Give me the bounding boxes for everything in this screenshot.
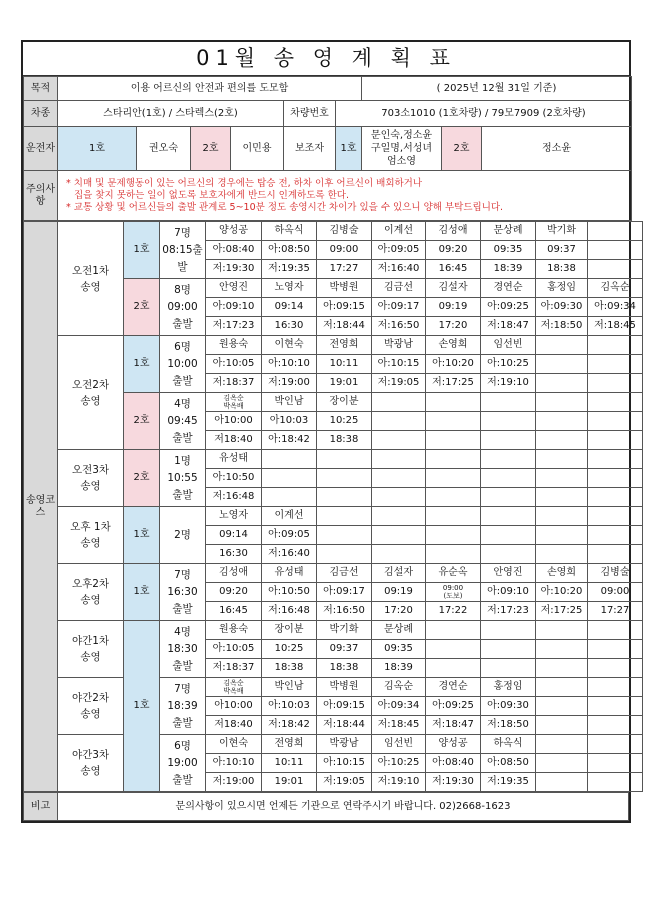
course-group-name: 오전3차 송영 [58,450,124,507]
pickup-time [317,526,372,545]
pickup-time: 아10:00 [206,697,262,716]
passenger-name: 박기화 [536,222,588,241]
pickup-time: 아:10:50 [206,469,262,488]
pickup-time [481,640,536,659]
pickup-time [536,469,588,488]
dropoff-time: 저:19:35 [262,260,317,279]
dropoff-time: 18:38 [317,659,372,678]
pickup-time: 아10:00 [206,412,262,431]
dropoff-time: 저:17:25 [536,602,588,621]
course-count: 7명 18:39 출발 [160,678,206,735]
pickup-time: 10:25 [262,640,317,659]
dropoff-time: 18:38 [317,431,372,450]
pickup-time [372,526,426,545]
pickup-time: 아:10:15 [372,355,426,374]
pickup-time: 09:37 [536,241,588,260]
pickup-time: 09:00 [317,241,372,260]
passenger-name: 홍정임 [481,678,536,697]
course-table [23,221,643,792]
passenger-name: 박광남 [317,735,372,754]
course-count: 6명 19:00 출발 [160,735,206,792]
passenger-name: 임선빈 [481,336,536,355]
pickup-time: 10:25 [317,412,372,431]
dropoff-time: 저:19:30 [426,773,481,792]
assistant1-names: 문인숙,정소윤 구일명,서성녀 엄소영 [362,127,442,171]
dropoff-time [588,431,643,450]
passenger-name: 경연순 [426,678,481,697]
dropoff-time [481,659,536,678]
driver-car2: 2호 [191,127,231,171]
passenger-name [372,507,426,526]
passenger-name [588,621,643,640]
dropoff-time [536,488,588,507]
dropoff-time: 저:18:50 [481,716,536,735]
dropoff-time: 19:01 [262,773,317,792]
passenger-name: 노영자 [206,507,262,526]
pickup-time [536,526,588,545]
passenger-name: 박기화 [317,621,372,640]
pickup-time: 09:20 [206,583,262,602]
passenger-name [426,621,481,640]
dropoff-time: 저:18:50 [536,317,588,336]
footer-label: 비고 [24,793,58,821]
course-count: 4명 09:45 출발 [160,393,206,450]
dropoff-time: 저:19:10 [481,374,536,393]
dropoff-time [372,431,426,450]
pickup-time: 09:00 [588,583,643,602]
dropoff-time: 저:17:23 [481,602,536,621]
passenger-name: 김옥순 [588,279,643,298]
dropoff-time [536,716,588,735]
passenger-name [536,336,588,355]
plate-text: 703소1010 (1호차량) / 79모7909 (2호차량) [336,101,632,127]
course-car: 2호 [124,279,160,336]
passenger-name: 김옥순 [372,678,426,697]
dropoff-time: 저:19:30 [206,260,262,279]
pickup-time [262,469,317,488]
course-car: 1호 [124,507,160,564]
passenger-name: 김옥순 박옥배 [206,678,262,697]
pickup-time: 아:09:17 [372,298,426,317]
pickup-time: 아:09:05 [372,241,426,260]
dropoff-time: 17:20 [372,602,426,621]
pickup-time [536,697,588,716]
passenger-name: 유성태 [206,450,262,469]
passenger-name: 안영진 [206,279,262,298]
course-car: 2호 [124,393,160,450]
passenger-name: 하옥식 [481,735,536,754]
dropoff-time: 저:17:25 [426,374,481,393]
passenger-name [588,393,643,412]
course-count: 2명 [160,507,206,564]
pickup-time: 아:09:10 [206,298,262,317]
pickup-time [536,754,588,773]
pickup-time: 아:09:30 [536,298,588,317]
dropoff-time: 16:30 [206,545,262,564]
assistant-car2: 2호 [442,127,482,171]
course-group-name: 야간2차 송영 [58,678,124,735]
driver-label: 운전자 [24,127,58,171]
pickup-time: 아:09:30 [481,697,536,716]
pickup-time [372,469,426,488]
pickup-time: 아:10:15 [317,754,372,773]
caution-text [58,171,632,221]
dropoff-time: 17:22 [426,602,481,621]
passenger-name: 원용숙 [206,336,262,355]
passenger-name [426,393,481,412]
pickup-time [588,241,643,260]
pickup-time: 아:10:05 [206,640,262,659]
pickup-time: 아:10:50 [262,583,317,602]
pickup-time: 아:09:34 [372,697,426,716]
course-count: 7명 16:30 출발 [160,564,206,621]
pickup-time: 아:10:25 [372,754,426,773]
course-label: 송영코스 [24,222,58,792]
pickup-time: 아:09:15 [317,298,372,317]
passenger-name: 김병술 [317,222,372,241]
passenger-name: 박병원 [317,279,372,298]
passenger-name: 양성공 [426,735,481,754]
course-count: 1명 10:55 출발 [160,450,206,507]
pickup-time: 아:09:34 [588,298,643,317]
passenger-name [536,678,588,697]
dropoff-time: 저:19:00 [206,773,262,792]
passenger-name [372,450,426,469]
caution-line-1: * 치매 및 문제행동이 있는 어르신의 경우에는 탑승 전, 하차 이후 어르신이 배회하거나 [66,177,423,189]
assistant-car1: 1호 [336,127,362,171]
dropoff-time: 저18:40 [206,431,262,450]
pickup-time [536,355,588,374]
passenger-name: 이계선 [262,507,317,526]
dropoff-time: 18:38 [536,260,588,279]
course-group-name: 야간3차 송영 [58,735,124,792]
dropoff-time [536,659,588,678]
passenger-name [317,450,372,469]
passenger-name [481,393,536,412]
caution-line-3: * 교통 상황 및 어르신들의 출발 관계로 5~10분 정도 송영시간 차이가 있을 수 있으니 양해 부탁드립니다. [66,201,504,213]
dropoff-time: 저:19:35 [481,773,536,792]
passenger-name: 김금선 [372,279,426,298]
pickup-time [588,754,643,773]
schedule-sheet [21,40,636,823]
pickup-time [588,640,643,659]
dropoff-time [481,431,536,450]
plate-label: 차량번호 [284,101,336,127]
course-count: 4명 18:30 출발 [160,621,206,678]
pickup-time: 아:08:40 [426,754,481,773]
dropoff-time: 저:16:50 [317,602,372,621]
pickup-time [481,526,536,545]
dropoff-time: 저:16:40 [372,260,426,279]
dropoff-time: 저:19:05 [317,773,372,792]
dropoff-time: 16:45 [426,260,481,279]
pickup-time: 아:09:25 [426,697,481,716]
passenger-name [588,222,643,241]
pickup-time: 09:20 [426,241,481,260]
footer-text: 문의사항이 있으시면 언제든 기관으로 연락주시기 바랍니다. 02)2668-1623 [58,793,629,821]
dropoff-time [317,488,372,507]
passenger-name: 이현숙 [262,336,317,355]
passenger-name [536,393,588,412]
course-count: 7명 08:15출 발 [160,222,206,279]
dropoff-time [536,431,588,450]
dropoff-time: 저:18:44 [317,716,372,735]
dropoff-time: 저:19:05 [372,374,426,393]
passenger-name: 유순옥 [426,564,481,583]
assistant2-name: 정소윤 [482,127,632,171]
caution-line-2: 집을 찾지 못하는 일이 없도록 보호자에게 반드시 인계하도록 한다. [74,189,349,201]
passenger-name: 이현숙 [206,735,262,754]
dropoff-time: 저:18:47 [481,317,536,336]
passenger-name: 이계선 [372,222,426,241]
course-group-name: 오전1차 송영 [58,222,124,336]
pickup-time: 아:09:17 [317,583,372,602]
pickup-time [426,640,481,659]
pickup-time [426,412,481,431]
date-note: ( 2025년 12월 31일 기준) [362,77,632,101]
pickup-time: 아:09:25 [481,298,536,317]
pickup-time: 09:14 [206,526,262,545]
passenger-name: 손영희 [426,336,481,355]
dropoff-time: 16:45 [206,602,262,621]
pickup-time: 아:10:20 [426,355,481,374]
passenger-name: 안영진 [481,564,536,583]
pickup-time: 09:19 [426,298,481,317]
vehicle-text: 스타리안(1호) / 스타렉스(2호) [58,101,284,127]
pickup-time: 09:35 [372,640,426,659]
passenger-name: 홍정임 [536,279,588,298]
pickup-time [481,412,536,431]
dropoff-time [536,773,588,792]
pickup-time: 09:19 [372,583,426,602]
dropoff-time [536,545,588,564]
passenger-name [426,450,481,469]
passenger-name: 김성애 [426,222,481,241]
pickup-time [588,412,643,431]
passenger-name: 양성공 [206,222,262,241]
passenger-name: 문상례 [372,621,426,640]
course-group-name: 오후 1차 송영 [58,507,124,564]
passenger-name [588,450,643,469]
pickup-time: 09:00 (도보) [426,583,481,602]
pickup-time: 아10:03 [262,412,317,431]
dropoff-time [588,488,643,507]
pickup-time: 10:11 [317,355,372,374]
pickup-time [317,469,372,488]
passenger-name [481,450,536,469]
dropoff-time: 저:16:50 [372,317,426,336]
passenger-name [536,507,588,526]
pickup-time: 아:10:05 [206,355,262,374]
pickup-time [588,469,643,488]
passenger-name: 김설자 [426,279,481,298]
course-group-name: 오전2차 송영 [58,336,124,450]
dropoff-time: 저:18:42 [262,716,317,735]
dropoff-time [588,260,643,279]
dropoff-time: 18:39 [372,659,426,678]
info-table [23,76,632,221]
passenger-name: 임선빈 [372,735,426,754]
dropoff-time: 아:18:42 [262,431,317,450]
passenger-name [536,450,588,469]
pickup-time [536,640,588,659]
pickup-time: 아:08:40 [206,241,262,260]
dropoff-time [426,431,481,450]
dropoff-time: 저:16:48 [206,488,262,507]
pickup-time: 아:10:10 [262,355,317,374]
passenger-name [262,450,317,469]
dropoff-time [317,545,372,564]
passenger-name: 하옥식 [262,222,317,241]
pickup-time [588,355,643,374]
dropoff-time: 저:18:44 [317,317,372,336]
dropoff-time [588,773,643,792]
dropoff-time: 17:27 [317,260,372,279]
dropoff-time: 저:18:47 [426,716,481,735]
dropoff-time: 저:19:00 [262,374,317,393]
passenger-name: 박병원 [317,678,372,697]
dropoff-time [426,659,481,678]
passenger-name [426,507,481,526]
pickup-time: 09:35 [481,241,536,260]
pickup-time: 09:37 [317,640,372,659]
pickup-time [536,412,588,431]
dropoff-time [426,545,481,564]
passenger-name: 전영희 [317,336,372,355]
dropoff-time: 저:18:45 [588,317,643,336]
course-car: 1호 [124,222,160,279]
dropoff-time: 19:01 [317,374,372,393]
dropoff-time: 저:19:10 [372,773,426,792]
pickup-time [372,412,426,431]
passenger-name: 유성태 [262,564,317,583]
passenger-name: 경연순 [481,279,536,298]
dropoff-time [372,488,426,507]
footer-table [23,792,629,821]
pickup-time [588,526,643,545]
passenger-name: 김병술 [588,564,643,583]
purpose-label: 목적 [24,77,58,101]
dropoff-time: 저18:40 [206,716,262,735]
passenger-name [536,621,588,640]
dropoff-time: 저:17:23 [206,317,262,336]
dropoff-time [426,488,481,507]
pickup-time: 아:09:15 [317,697,372,716]
driver2-name: 이민용 [231,127,284,171]
dropoff-time: 16:30 [262,317,317,336]
pickup-time: 10:11 [262,754,317,773]
course-car: 1호 [124,564,160,621]
dropoff-time: 18:38 [262,659,317,678]
dropoff-time: 18:39 [481,260,536,279]
dropoff-time [588,374,643,393]
passenger-name: 김설자 [372,564,426,583]
dropoff-time [262,488,317,507]
passenger-name: 박인남 [262,678,317,697]
dropoff-time [588,716,643,735]
page-title: 01월 송 영 계 획 표 [23,42,629,76]
passenger-name: 전영희 [262,735,317,754]
vehicle-label: 차종 [24,101,58,127]
dropoff-time: 저:16:48 [262,602,317,621]
dropoff-time [588,545,643,564]
passenger-name [588,507,643,526]
course-car: 2호 [124,450,160,507]
course-group-name: 야간1차 송영 [58,621,124,678]
passenger-name: 김옥순 박옥배 [206,393,262,412]
passenger-name: 장이분 [317,393,372,412]
passenger-name: 박광남 [372,336,426,355]
passenger-name: 장이분 [262,621,317,640]
pickup-time: 아:10:03 [262,697,317,716]
dropoff-time [481,545,536,564]
pickup-time: 아:09:10 [481,583,536,602]
passenger-name: 문상례 [481,222,536,241]
pickup-time: 아:08:50 [262,241,317,260]
dropoff-time [536,374,588,393]
passenger-name [317,507,372,526]
dropoff-time [588,659,643,678]
pickup-time [426,526,481,545]
pickup-time [426,469,481,488]
dropoff-time: 17:20 [426,317,481,336]
passenger-name [588,678,643,697]
dropoff-time: 저:18:37 [206,659,262,678]
course-car: 1호 [124,621,160,792]
course-count: 6명 10:00 출발 [160,336,206,393]
pickup-time: 아:09:05 [262,526,317,545]
passenger-name [588,336,643,355]
passenger-name: 박인남 [262,393,317,412]
dropoff-time: 저:18:37 [206,374,262,393]
driver1-name: 권오숙 [137,127,191,171]
pickup-time: 아:10:25 [481,355,536,374]
purpose-text: 이용 어르신의 안전과 편의를 도모함 [58,77,362,101]
passenger-name [536,735,588,754]
passenger-name: 원용숙 [206,621,262,640]
passenger-name: 김성애 [206,564,262,583]
dropoff-time [481,488,536,507]
course-car: 1호 [124,336,160,393]
passenger-name [588,735,643,754]
pickup-time [588,697,643,716]
assistant-label: 보조자 [284,127,336,171]
dropoff-time [372,545,426,564]
caution-label: 주의사항 [24,171,58,221]
dropoff-time: 17:27 [588,602,643,621]
pickup-time [481,469,536,488]
passenger-name: 손영희 [536,564,588,583]
pickup-time: 아:08:50 [481,754,536,773]
pickup-time: 아:10:20 [536,583,588,602]
course-count: 8명 09:00 출발 [160,279,206,336]
pickup-time: 아:10:10 [206,754,262,773]
course-group-name: 오후2차 송영 [58,564,124,621]
dropoff-time: 저:16:40 [262,545,317,564]
passenger-name: 노영자 [262,279,317,298]
passenger-name [481,621,536,640]
passenger-name: 김금선 [317,564,372,583]
driver-car1: 1호 [58,127,137,171]
dropoff-time: 저:18:45 [372,716,426,735]
passenger-name [372,393,426,412]
passenger-name [481,507,536,526]
pickup-time: 09:14 [262,298,317,317]
